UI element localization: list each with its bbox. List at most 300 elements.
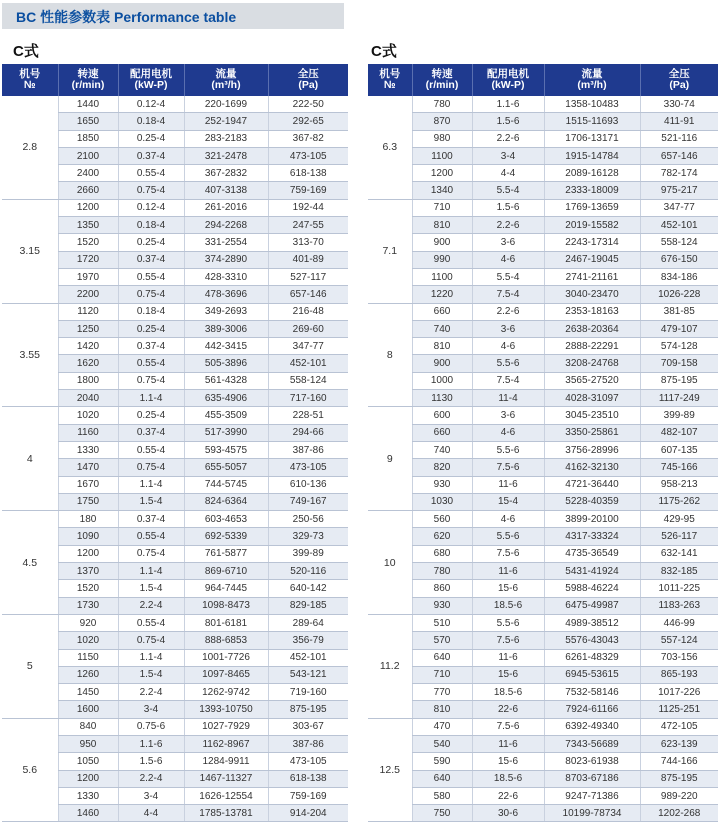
- pressure-cell: 479-107: [640, 320, 718, 337]
- pressure-cell: 527-117: [268, 268, 348, 285]
- pressure-cell: 452-101: [268, 649, 348, 666]
- pressure-cell: 228-51: [268, 407, 348, 424]
- column-header-unit: (r/min): [425, 79, 459, 91]
- speed-cell: 590: [412, 753, 472, 770]
- pressure-cell: 446-99: [640, 614, 718, 631]
- pressure-cell: 411-91: [640, 113, 718, 130]
- pressure-cell: 520-116: [268, 563, 348, 580]
- airflow-cell: 455-3509: [184, 407, 268, 424]
- model-number-cell: 5: [2, 614, 58, 718]
- airflow-cell: 761-5877: [184, 545, 268, 562]
- motor-cell: 0.75-4: [118, 286, 184, 303]
- pressure-cell: 759-169: [268, 787, 348, 804]
- section-title-left: C式: [13, 43, 39, 60]
- pressure-cell: 875-195: [268, 701, 348, 718]
- pressure-cell: 558-124: [640, 234, 718, 251]
- speed-cell: 1650: [58, 113, 118, 130]
- airflow-cell: 1262-9742: [184, 684, 268, 701]
- pressure-cell: 472-105: [640, 718, 718, 735]
- airflow-cell: 7532-58146: [544, 684, 640, 701]
- airflow-cell: 505-3896: [184, 355, 268, 372]
- page-title-bar: [2, 3, 344, 29]
- speed-cell: 750: [412, 805, 472, 822]
- column-header-unit: (kW-P): [134, 79, 168, 91]
- airflow-cell: 5576-43043: [544, 632, 640, 649]
- motor-cell: 2.2-6: [472, 217, 544, 234]
- table-row: [368, 614, 718, 631]
- table-row: [368, 199, 718, 216]
- table-row: [368, 424, 718, 441]
- model-number-cell: 9: [368, 407, 412, 511]
- airflow-cell: 2888-22291: [544, 338, 640, 355]
- speed-cell: 510: [412, 614, 472, 631]
- table-row: [368, 511, 718, 528]
- speed-cell: 640: [412, 770, 472, 787]
- speed-cell: 580: [412, 787, 472, 804]
- airflow-cell: 252-1947: [184, 113, 268, 130]
- airflow-cell: 603-4653: [184, 511, 268, 528]
- pressure-cell: 744-166: [640, 753, 718, 770]
- airflow-cell: 8703-67186: [544, 770, 640, 787]
- pressure-cell: 657-146: [640, 147, 718, 164]
- pressure-cell: 1125-251: [640, 701, 718, 718]
- speed-cell: 770: [412, 684, 472, 701]
- airflow-cell: 1769-13659: [544, 199, 640, 216]
- motor-cell: 22-6: [472, 787, 544, 804]
- pressure-cell: 473-105: [268, 147, 348, 164]
- airflow-cell: 428-3310: [184, 268, 268, 285]
- speed-cell: 1850: [58, 130, 118, 147]
- airflow-cell: 407-3138: [184, 182, 268, 199]
- motor-cell: 7.5-4: [472, 372, 544, 389]
- airflow-cell: 1027-7929: [184, 718, 268, 735]
- table-row: [2, 199, 348, 216]
- pressure-cell: 401-89: [268, 251, 348, 268]
- pressure-cell: 429-95: [640, 511, 718, 528]
- speed-cell: 780: [412, 563, 472, 580]
- table-row: [368, 701, 718, 718]
- model-number-cell: 7.1: [368, 199, 412, 303]
- column-header-unit: (Pa): [298, 79, 319, 91]
- motor-cell: 7.5-4: [472, 286, 544, 303]
- airflow-cell: 321-2478: [184, 147, 268, 164]
- performance-table-left: [2, 64, 348, 822]
- speed-cell: 1250: [58, 320, 118, 337]
- airflow-cell: 3756-28996: [544, 441, 640, 458]
- airflow-cell: 635-4906: [184, 390, 268, 407]
- airflow-cell: 4721-36440: [544, 476, 640, 493]
- table-header-row: [368, 64, 718, 96]
- speed-cell: 640: [412, 649, 472, 666]
- speed-cell: 780: [412, 96, 472, 113]
- pressure-cell: 657-146: [268, 286, 348, 303]
- motor-cell: 0.18-4: [118, 113, 184, 130]
- airflow-cell: 349-2693: [184, 303, 268, 320]
- airflow-cell: 1467-11327: [184, 770, 268, 787]
- speed-cell: 1100: [412, 268, 472, 285]
- airflow-cell: 888-6853: [184, 632, 268, 649]
- airflow-cell: 2638-20364: [544, 320, 640, 337]
- speed-cell: 860: [412, 580, 472, 597]
- motor-cell: 22-6: [472, 701, 544, 718]
- airflow-cell: 1097-8465: [184, 666, 268, 683]
- motor-cell: 7.5-6: [472, 545, 544, 562]
- speed-cell: 600: [412, 407, 472, 424]
- speed-cell: 1120: [58, 303, 118, 320]
- table-row: [368, 355, 718, 372]
- column-header-label: 全压: [297, 68, 319, 80]
- motor-cell: 0.75-4: [118, 545, 184, 562]
- airflow-cell: 2243-17314: [544, 234, 640, 251]
- motor-cell: 4-4: [472, 165, 544, 182]
- airflow-cell: 2741-21161: [544, 268, 640, 285]
- speed-cell: 1450: [58, 684, 118, 701]
- column-header: [58, 64, 118, 96]
- airflow-cell: 4028-31097: [544, 390, 640, 407]
- speed-cell: 1750: [58, 493, 118, 510]
- pressure-cell: 875-195: [640, 770, 718, 787]
- pressure-cell: 782-174: [640, 165, 718, 182]
- motor-cell: 4-6: [472, 251, 544, 268]
- speed-cell: 680: [412, 545, 472, 562]
- speed-cell: 740: [412, 441, 472, 458]
- speed-cell: 900: [412, 234, 472, 251]
- pressure-cell: 216-48: [268, 303, 348, 320]
- motor-cell: 2.2-6: [472, 303, 544, 320]
- speed-cell: 470: [412, 718, 472, 735]
- motor-cell: 11-6: [472, 735, 544, 752]
- model-number-cell: 2.8: [2, 96, 58, 199]
- speed-cell: 1340: [412, 182, 472, 199]
- airflow-cell: 9247-71386: [544, 787, 640, 804]
- airflow-cell: 294-2268: [184, 217, 268, 234]
- table-row: [368, 666, 718, 683]
- table-row: [2, 718, 348, 735]
- motor-cell: 2.2-4: [118, 770, 184, 787]
- table-row: [368, 684, 718, 701]
- motor-cell: 1.1-6: [472, 96, 544, 113]
- motor-cell: 1.5-6: [472, 113, 544, 130]
- speed-cell: 1200: [58, 545, 118, 562]
- airflow-cell: 1284-9911: [184, 753, 268, 770]
- speed-cell: 1370: [58, 563, 118, 580]
- motor-cell: 0.55-4: [118, 528, 184, 545]
- pressure-cell: 1011-225: [640, 580, 718, 597]
- pressure-cell: 875-195: [640, 372, 718, 389]
- airflow-cell: 1162-8967: [184, 735, 268, 752]
- speed-cell: 1600: [58, 701, 118, 718]
- table-row: [368, 96, 718, 113]
- column-header-label: 全压: [668, 68, 690, 80]
- motor-cell: 3-6: [472, 320, 544, 337]
- speed-cell: 930: [412, 597, 472, 614]
- motor-cell: 0.12-4: [118, 199, 184, 216]
- airflow-cell: 1098-8473: [184, 597, 268, 614]
- motor-cell: 1.5-4: [118, 580, 184, 597]
- motor-cell: 0.25-4: [118, 234, 184, 251]
- column-header-label: 机号: [19, 68, 41, 80]
- motor-cell: 11-6: [472, 649, 544, 666]
- airflow-cell: 1915-14784: [544, 147, 640, 164]
- airflow-cell: 824-6364: [184, 493, 268, 510]
- motor-cell: 0.75-4: [118, 459, 184, 476]
- pressure-cell: 618-138: [268, 165, 348, 182]
- airflow-cell: 4162-32130: [544, 459, 640, 476]
- airflow-cell: 3040-23470: [544, 286, 640, 303]
- pressure-cell: 482-107: [640, 424, 718, 441]
- speed-cell: 660: [412, 424, 472, 441]
- airflow-cell: 561-4328: [184, 372, 268, 389]
- table-row: [368, 320, 718, 337]
- motor-cell: 1.5-6: [118, 753, 184, 770]
- pressure-cell: 250-56: [268, 511, 348, 528]
- motor-cell: 3-4: [118, 701, 184, 718]
- pressure-cell: 834-186: [640, 268, 718, 285]
- airflow-cell: 2019-15582: [544, 217, 640, 234]
- model-number-cell: 4: [2, 407, 58, 511]
- table-row: [368, 580, 718, 597]
- table-row: [2, 511, 348, 528]
- speed-cell: 2040: [58, 390, 118, 407]
- motor-cell: 2.2-6: [472, 130, 544, 147]
- motor-cell: 11-6: [472, 476, 544, 493]
- pressure-cell: 719-160: [268, 684, 348, 701]
- speed-cell: 560: [412, 511, 472, 528]
- table-row: [368, 476, 718, 493]
- airflow-cell: 367-2832: [184, 165, 268, 182]
- speed-cell: 660: [412, 303, 472, 320]
- table-row: [368, 286, 718, 303]
- table-row: [368, 459, 718, 476]
- motor-cell: 0.75-6: [118, 718, 184, 735]
- model-number-cell: 11.2: [368, 614, 412, 718]
- speed-cell: 1670: [58, 476, 118, 493]
- table-row: [368, 718, 718, 735]
- airflow-cell: 4735-36549: [544, 545, 640, 562]
- pressure-cell: 473-105: [268, 753, 348, 770]
- airflow-cell: 2467-19045: [544, 251, 640, 268]
- motor-cell: 0.75-4: [118, 372, 184, 389]
- motor-cell: 1.5-4: [118, 666, 184, 683]
- pressure-cell: 607-135: [640, 441, 718, 458]
- airflow-cell: 478-3696: [184, 286, 268, 303]
- pressure-cell: 558-124: [268, 372, 348, 389]
- airflow-cell: 7343-56689: [544, 735, 640, 752]
- speed-cell: 1260: [58, 666, 118, 683]
- motor-cell: 0.55-4: [118, 614, 184, 631]
- pressure-cell: 709-158: [640, 355, 718, 372]
- table-row: [368, 441, 718, 458]
- speed-cell: 810: [412, 338, 472, 355]
- airflow-cell: 1358-10483: [544, 96, 640, 113]
- table-row: [2, 614, 348, 631]
- pressure-cell: 632-141: [640, 545, 718, 562]
- airflow-cell: 3208-24768: [544, 355, 640, 372]
- airflow-cell: 3899-20100: [544, 511, 640, 528]
- performance-table-right: [368, 64, 718, 822]
- speed-cell: 1720: [58, 251, 118, 268]
- table-row: [2, 96, 348, 113]
- speed-cell: 810: [412, 701, 472, 718]
- speed-cell: 1800: [58, 372, 118, 389]
- pressure-cell: 292-65: [268, 113, 348, 130]
- pressure-cell: 640-142: [268, 580, 348, 597]
- table-row: [368, 147, 718, 164]
- column-header-label: 配用电机: [130, 68, 172, 80]
- pressure-cell: 294-66: [268, 424, 348, 441]
- pressure-cell: 557-124: [640, 632, 718, 649]
- table-row: [368, 770, 718, 787]
- motor-cell: 30-6: [472, 805, 544, 822]
- speed-cell: 620: [412, 528, 472, 545]
- speed-cell: 710: [412, 666, 472, 683]
- airflow-cell: 10199-78734: [544, 805, 640, 822]
- pressure-cell: 975-217: [640, 182, 718, 199]
- airflow-cell: 692-5339: [184, 528, 268, 545]
- speed-cell: 900: [412, 355, 472, 372]
- column-header: [118, 64, 184, 96]
- motor-cell: 1.1-4: [118, 390, 184, 407]
- speed-cell: 1100: [412, 147, 472, 164]
- table-row: [368, 805, 718, 822]
- speed-cell: 950: [58, 735, 118, 752]
- speed-cell: 1420: [58, 338, 118, 355]
- column-header-unit: №: [23, 79, 36, 91]
- model-number-cell: 12.5: [368, 718, 412, 822]
- column-header: [412, 64, 472, 96]
- motor-cell: 15-4: [472, 493, 544, 510]
- speed-cell: 1150: [58, 649, 118, 666]
- airflow-cell: 2089-16128: [544, 165, 640, 182]
- pressure-cell: 473-105: [268, 459, 348, 476]
- speed-cell: 980: [412, 130, 472, 147]
- table-row: [368, 372, 718, 389]
- motor-cell: 0.55-4: [118, 355, 184, 372]
- motor-cell: 0.55-4: [118, 165, 184, 182]
- speed-cell: 2200: [58, 286, 118, 303]
- motor-cell: 5.5-4: [472, 182, 544, 199]
- pressure-cell: 1026-228: [640, 286, 718, 303]
- airflow-cell: 1626-12554: [184, 787, 268, 804]
- airflow-cell: 3350-25861: [544, 424, 640, 441]
- airflow-cell: 442-3415: [184, 338, 268, 355]
- motor-cell: 1.1-4: [118, 563, 184, 580]
- pressure-cell: 192-44: [268, 199, 348, 216]
- model-number-cell: 3.15: [2, 199, 58, 303]
- table-row: [2, 407, 348, 424]
- motor-cell: 7.5-6: [472, 632, 544, 649]
- speed-cell: 1730: [58, 597, 118, 614]
- speed-cell: 1000: [412, 372, 472, 389]
- table-row: [368, 303, 718, 320]
- table-row: [368, 234, 718, 251]
- motor-cell: 18.5-6: [472, 597, 544, 614]
- column-header-label: 流量: [581, 68, 603, 80]
- pressure-cell: 347-77: [640, 199, 718, 216]
- motor-cell: 5.5-6: [472, 355, 544, 372]
- airflow-cell: 2333-18009: [544, 182, 640, 199]
- speed-cell: 1330: [58, 787, 118, 804]
- speed-cell: 1520: [58, 234, 118, 251]
- pressure-cell: 1175-262: [640, 493, 718, 510]
- motor-cell: 1.1-6: [118, 735, 184, 752]
- airflow-cell: 655-5057: [184, 459, 268, 476]
- airflow-cell: 1515-11693: [544, 113, 640, 130]
- speed-cell: 1620: [58, 355, 118, 372]
- speed-cell: 1220: [412, 286, 472, 303]
- column-header-label: 配用电机: [487, 68, 529, 80]
- speed-cell: 180: [58, 511, 118, 528]
- speed-cell: 1020: [58, 632, 118, 649]
- airflow-cell: 869-6710: [184, 563, 268, 580]
- table-row: [368, 649, 718, 666]
- motor-cell: 3-6: [472, 234, 544, 251]
- motor-cell: 11-6: [472, 563, 544, 580]
- pressure-cell: 1202-268: [640, 805, 718, 822]
- motor-cell: 2.2-4: [118, 684, 184, 701]
- airflow-cell: 2353-18163: [544, 303, 640, 320]
- motor-cell: 0.25-4: [118, 407, 184, 424]
- table-row: [368, 165, 718, 182]
- table-row: [368, 753, 718, 770]
- motor-cell: 0.18-4: [118, 217, 184, 234]
- pressure-cell: 269-60: [268, 320, 348, 337]
- airflow-cell: 220-1699: [184, 96, 268, 113]
- motor-cell: 1.5-6: [472, 199, 544, 216]
- airflow-cell: 5988-46224: [544, 580, 640, 597]
- motor-cell: 0.55-4: [118, 441, 184, 458]
- airflow-cell: 744-5745: [184, 476, 268, 493]
- pressure-cell: 1183-263: [640, 597, 718, 614]
- pressure-cell: 623-139: [640, 735, 718, 752]
- table-row: [368, 130, 718, 147]
- column-header-label: 机号: [379, 68, 401, 80]
- motor-cell: 3-4: [472, 147, 544, 164]
- pressure-cell: 745-166: [640, 459, 718, 476]
- speed-cell: 930: [412, 476, 472, 493]
- motor-cell: 0.12-4: [118, 96, 184, 113]
- speed-cell: 1200: [58, 199, 118, 216]
- airflow-cell: 7924-61166: [544, 701, 640, 718]
- airflow-cell: 331-2554: [184, 234, 268, 251]
- speed-cell: 740: [412, 320, 472, 337]
- table-row: [368, 182, 718, 199]
- pressure-cell: 832-185: [640, 563, 718, 580]
- speed-cell: 1440: [58, 96, 118, 113]
- speed-cell: 810: [412, 217, 472, 234]
- speed-cell: 840: [58, 718, 118, 735]
- column-header-label: 转速: [77, 68, 99, 80]
- pressure-cell: 356-79: [268, 632, 348, 649]
- table-row: [368, 390, 718, 407]
- motor-cell: 3-4: [118, 787, 184, 804]
- motor-cell: 2.2-4: [118, 597, 184, 614]
- motor-cell: 0.37-4: [118, 424, 184, 441]
- speed-cell: 2100: [58, 147, 118, 164]
- motor-cell: 4-6: [472, 511, 544, 528]
- speed-cell: 710: [412, 199, 472, 216]
- pressure-cell: 610-136: [268, 476, 348, 493]
- motor-cell: 5.5-4: [472, 268, 544, 285]
- speed-cell: 1350: [58, 217, 118, 234]
- table-header-row: [2, 64, 348, 96]
- motor-cell: 5.5-6: [472, 441, 544, 458]
- column-header-unit: (m³/h): [577, 79, 607, 91]
- motor-cell: 11-4: [472, 390, 544, 407]
- speed-cell: 1030: [412, 493, 472, 510]
- table-row: [368, 113, 718, 130]
- table-row: [368, 251, 718, 268]
